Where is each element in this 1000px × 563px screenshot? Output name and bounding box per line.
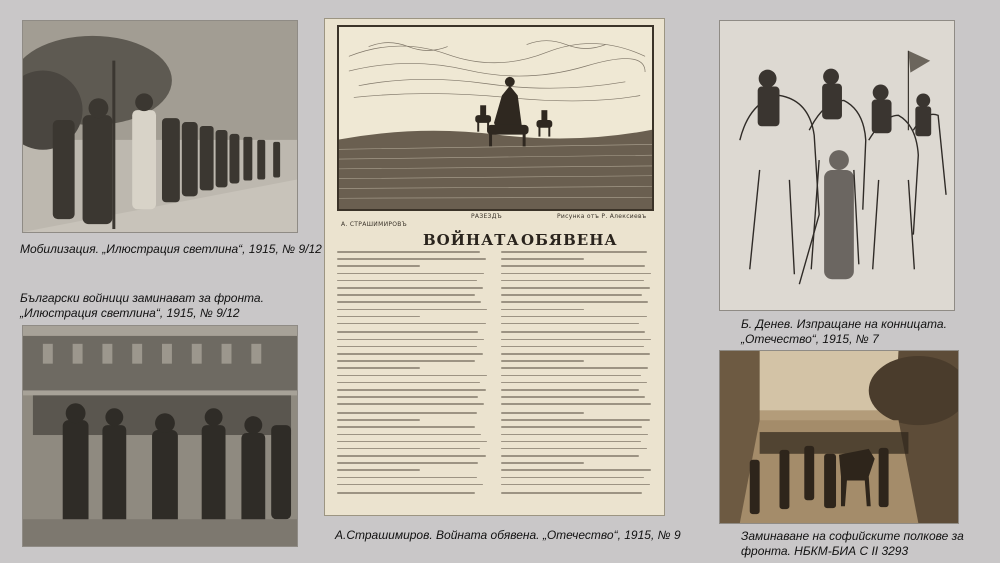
illustration-patrol: [337, 25, 654, 211]
print-line: [337, 455, 486, 457]
print-line: [337, 316, 420, 318]
print-line: [501, 323, 639, 325]
article-column-right: [501, 251, 651, 500]
print-line: [337, 441, 487, 443]
caption-newspaper: А.Страшимиров. Войната обявена. „Отечество“, 1915, № 9: [335, 528, 681, 542]
photo-regiments: [719, 350, 959, 524]
print-line: [501, 484, 650, 486]
print-line: [501, 339, 651, 341]
print-line: [337, 492, 475, 494]
print-line: [501, 434, 648, 436]
headline-word-1: ВОЙНАТА: [423, 231, 520, 249]
newspaper-page: [324, 18, 665, 516]
article-column-left: [337, 251, 487, 500]
print-line: [501, 389, 639, 391]
print-line: [337, 360, 475, 362]
photo-cavalry: [719, 20, 955, 311]
print-line: [501, 367, 648, 369]
print-line: [501, 316, 647, 318]
print-line: [337, 375, 487, 377]
print-line: [501, 462, 584, 464]
print-line: [337, 265, 420, 267]
print-line: [337, 301, 481, 303]
print-line: [501, 412, 584, 414]
caption-regiments: Заминаване на софийските полкове за фронта. НБКМ-БИА С II 3293: [741, 529, 964, 558]
print-line: [337, 280, 477, 282]
print-line: [337, 367, 420, 369]
article-author: А. СТРАШИМИРОВЪ: [341, 221, 408, 228]
print-line: [501, 492, 642, 494]
print-line: [337, 448, 480, 450]
print-line: [501, 309, 584, 311]
print-line: [501, 346, 644, 348]
print-line: [337, 426, 475, 428]
print-line: [337, 382, 480, 384]
illustration-title: РАЗЕЗДЪ: [471, 213, 502, 220]
print-line: [337, 251, 480, 253]
print-line: [501, 294, 642, 296]
print-line: [337, 469, 420, 471]
print-line: [501, 448, 647, 450]
print-line: [337, 484, 483, 486]
caption-cavalry: Б. Денев. Изпращане на конницата. „Отечество“, 1915, № 7: [741, 317, 947, 346]
print-line: [337, 462, 478, 464]
print-line: [337, 353, 483, 355]
print-line: [337, 419, 420, 421]
print-line: [501, 258, 584, 260]
print-line: [337, 287, 483, 289]
print-line: [501, 265, 645, 267]
print-line: [501, 287, 650, 289]
print-line: [337, 434, 481, 436]
print-line: [337, 323, 486, 325]
print-line: [337, 346, 477, 348]
photo-mobilization: [22, 20, 298, 233]
print-line: [337, 412, 477, 414]
print-line: [337, 294, 475, 296]
print-line: [501, 382, 647, 384]
print-line: [501, 280, 644, 282]
print-line: [337, 331, 478, 333]
print-line: [501, 301, 648, 303]
print-line: [337, 258, 486, 260]
print-line: [501, 251, 647, 253]
caption-mobilization: Мобилизация. „Илюстрация светлина“, 1915, № 9/12: [20, 242, 322, 256]
print-line: [337, 309, 487, 311]
print-line: [501, 273, 651, 275]
illustration-credit: Рисунка отъ Р. Алексиевъ: [557, 213, 647, 220]
print-line: [501, 331, 645, 333]
print-line: [337, 273, 484, 275]
print-line: [337, 339, 484, 341]
print-line: [501, 353, 650, 355]
print-line: [501, 469, 651, 471]
print-line: [337, 389, 486, 391]
print-line: [501, 360, 584, 362]
caption-soldiers: Български войници заминават за фронта. „Илюстрация светлина“, 1915, № 9/12: [20, 291, 264, 320]
print-line: [501, 477, 644, 479]
print-line: [501, 396, 645, 398]
print-line: [501, 426, 642, 428]
print-line: [337, 396, 478, 398]
print-line: [501, 403, 651, 405]
photo-soldiers: [22, 325, 298, 547]
print-line: [501, 375, 641, 377]
print-line: [337, 403, 484, 405]
headline-word-2: ОБЯВЕНА: [521, 231, 618, 249]
print-line: [501, 455, 639, 457]
print-line: [337, 477, 477, 479]
print-line: [501, 441, 641, 443]
print-line: [501, 419, 650, 421]
